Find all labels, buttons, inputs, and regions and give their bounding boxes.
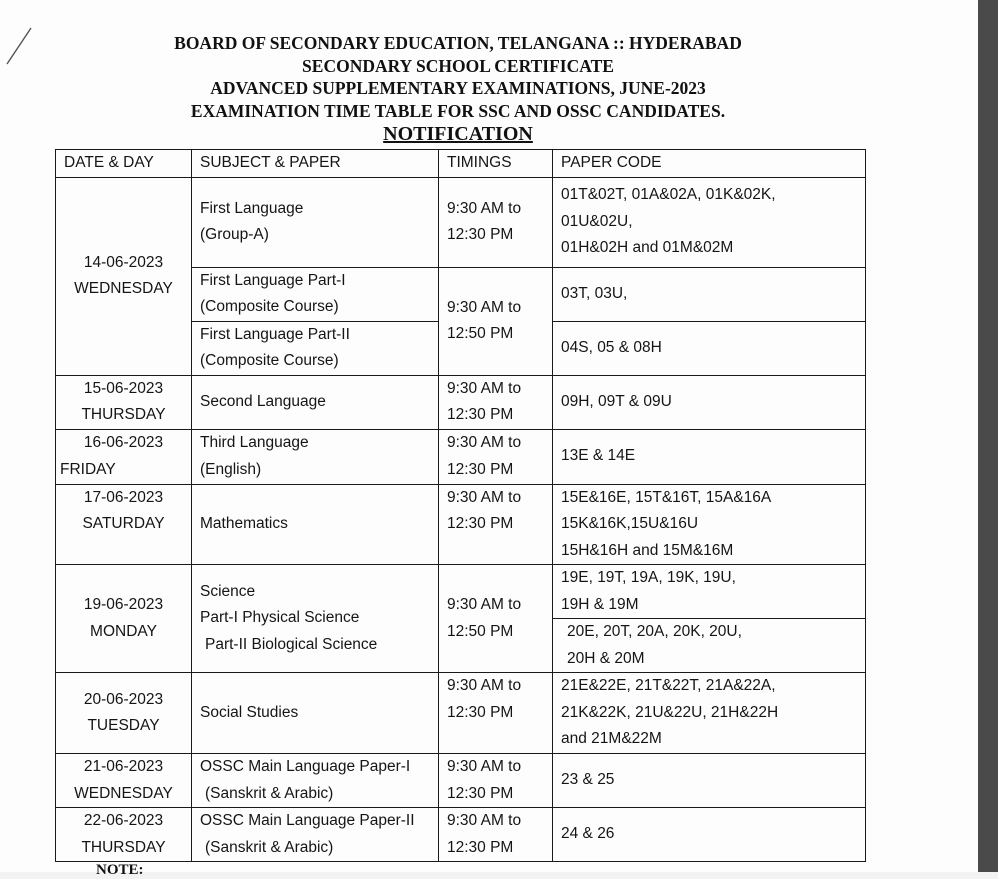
day: WEDNESDAY xyxy=(74,784,173,802)
subject-line: First Language Part-II xyxy=(200,325,350,343)
day: THURSDAY xyxy=(81,838,166,856)
paper-code-cell xyxy=(553,177,866,267)
paper-code-line: 19H & 19M xyxy=(561,595,639,613)
subject-line: (Composite Course) xyxy=(200,352,339,369)
subject-cell xyxy=(192,429,439,484)
table-row xyxy=(56,754,866,808)
day: FRIDAY xyxy=(60,460,116,478)
date-cell xyxy=(56,808,192,862)
day: THURSDAY xyxy=(81,406,166,423)
timing-line: 9:30 AM to xyxy=(447,488,522,506)
subject-line: (Group-A) xyxy=(200,226,269,243)
paper-code-cell xyxy=(553,673,866,754)
date-cell xyxy=(56,673,192,754)
timing-cell xyxy=(439,754,553,808)
subject-line: (English) xyxy=(200,460,262,478)
timing-line: 9:30 AM to xyxy=(447,434,522,451)
paper-code-line: 20H & 20M xyxy=(567,649,645,667)
timing-line: 9:30 AM to xyxy=(447,758,522,775)
table-row xyxy=(56,375,866,429)
document-header xyxy=(0,32,916,146)
column-header: DATE & DAY xyxy=(56,150,192,178)
subject-line: (Sanskrit & Arabic) xyxy=(205,784,334,802)
paper-code-cell xyxy=(553,484,866,565)
subject-cell xyxy=(192,267,439,321)
paper-code-line: 19E, 19T, 19A, 19K, 19U, xyxy=(561,569,736,586)
paper-code-line: 21E&22E, 21T&22T, 21A&22A, xyxy=(561,677,776,695)
date: 17-06-2023 xyxy=(83,488,164,506)
table-row xyxy=(56,565,866,619)
subject-cell xyxy=(192,177,439,267)
paper-code-cell: 13E & 14E xyxy=(553,429,866,484)
date-cell xyxy=(56,565,192,673)
timing-cell xyxy=(439,673,553,754)
date: 15-06-2023 xyxy=(83,379,164,397)
column-header: SUBJECT & PAPER xyxy=(192,150,439,178)
date: 16-06-2023 xyxy=(83,434,164,451)
timing-line: 12:30 PM xyxy=(447,784,514,802)
timing-line: 12:30 PM xyxy=(447,460,514,478)
paper-code-cell xyxy=(553,619,866,673)
paper-code-line: 15K&16K,15U&16U xyxy=(561,515,699,532)
subject-line: Part-I Physical Science xyxy=(200,609,360,627)
date: 22-06-2023 xyxy=(83,812,164,829)
timing-cell xyxy=(439,375,553,429)
subject-cell xyxy=(192,808,439,862)
paper-code-cell: 23 & 25 xyxy=(553,754,866,808)
timing-line: 9:30 AM to xyxy=(447,677,522,694)
timing-line: 9:30 AM to xyxy=(447,379,522,397)
date: 14-06-2023 xyxy=(83,253,164,271)
timing-line: 12:30 PM xyxy=(447,703,514,721)
date: 20-06-2023 xyxy=(83,690,164,708)
subject-line: Science xyxy=(200,582,256,600)
table-row xyxy=(56,484,866,565)
timing-line: 12:30 PM xyxy=(447,515,514,532)
paper-code-line: 01U&02U, xyxy=(561,212,633,230)
timing-cell xyxy=(439,808,553,862)
day: WEDNESDAY xyxy=(74,280,173,297)
paper-code-line: 15E&16E, 15T&16T, 15A&16A xyxy=(561,488,772,506)
paper-code-cell: 09H, 09T & 09U xyxy=(553,375,866,429)
timing-cell xyxy=(439,177,553,267)
paper-code-line: 01T&02T, 01A&02A, 01K&02K, xyxy=(561,186,776,204)
timing-cell xyxy=(439,484,553,565)
column-header: TIMINGS xyxy=(439,150,553,178)
subject-cell: Social Studies xyxy=(192,673,439,754)
timing-line: 12:30 PM xyxy=(447,406,514,423)
subject-line: First Language Part-I xyxy=(200,271,346,289)
paper-code-line: and 21M&22M xyxy=(561,730,662,748)
table-row xyxy=(56,673,866,754)
date: 21-06-2023 xyxy=(83,758,164,775)
header-exam: ADVANCED SUPPLEMENTARY EXAMINATIONS, JUNE-2023 xyxy=(210,78,706,98)
date: 19-06-2023 xyxy=(83,596,164,613)
column-header: PAPER CODE xyxy=(553,150,866,178)
timing-line: 9:30 AM to xyxy=(447,298,522,316)
timing-line: 9:30 AM to xyxy=(447,199,522,217)
header-certificate: SECONDARY SCHOOL CERTIFICATE xyxy=(302,55,614,76)
header-timetable: EXAMINATION TIME TABLE FOR SSC AND OSSC CANDIDATES. xyxy=(190,100,726,121)
date-cell xyxy=(56,429,192,484)
subject-line: Part-II Biological Science xyxy=(205,635,378,653)
note-label: NOTE: xyxy=(96,862,144,878)
subject-cell xyxy=(192,565,439,673)
paper-code-line: 01H&02H and 01M&02M xyxy=(561,239,734,257)
day: SATURDAY xyxy=(82,515,165,532)
paper-code-cell xyxy=(553,565,866,619)
paper-code-cell: 24 & 26 xyxy=(553,808,866,862)
subject-line: Third Language xyxy=(200,434,309,451)
paper-code-line: 15H&16H and 15M&16M xyxy=(561,541,734,559)
date-cell xyxy=(56,754,192,808)
header-board: BOARD OF SECONDARY EDUCATION, TELANGANA :: HYDERABAD xyxy=(174,33,742,53)
timing-cell xyxy=(439,429,553,484)
day: TUESDAY xyxy=(87,717,160,734)
timing-line: 12:50 PM xyxy=(447,325,514,342)
timing-line: 12:50 PM xyxy=(447,622,514,640)
timetable xyxy=(55,149,866,862)
timing-line: 9:30 AM to xyxy=(447,596,522,613)
subject-line: OSSC Main Language Paper-II xyxy=(200,812,415,829)
subject-cell: Second Language xyxy=(192,375,439,429)
subject-line: (Composite Course) xyxy=(200,298,339,315)
scan-edge xyxy=(978,0,998,872)
timing-cell xyxy=(439,565,553,673)
table-row xyxy=(56,177,866,267)
subject-line: OSSC Main Language Paper-I xyxy=(200,758,411,775)
table-row xyxy=(56,429,866,484)
paper-code-line: 21K&22K, 21U&22U, 21H&22H xyxy=(561,703,779,721)
paper-code-cell: 04S, 05 & 08H xyxy=(553,321,866,375)
notification-title: NOTIFICATION xyxy=(383,123,533,145)
subject-cell xyxy=(192,754,439,808)
timing-cell xyxy=(439,267,553,375)
subject-cell xyxy=(192,321,439,375)
paper-code-cell: 03T, 03U, xyxy=(553,267,866,321)
timing-line: 12:30 PM xyxy=(447,226,514,243)
timing-line: 9:30 AM to xyxy=(447,812,522,829)
subject-line: (Sanskrit & Arabic) xyxy=(205,838,334,856)
day: MONDAY xyxy=(90,622,157,640)
paper-code-line: 20E, 20T, 20A, 20K, 20U, xyxy=(567,623,742,640)
table-header-row xyxy=(56,150,866,178)
date-cell xyxy=(56,375,192,429)
table-row xyxy=(56,808,866,862)
date-cell xyxy=(56,177,192,375)
subject-line: First Language xyxy=(200,199,304,217)
date-cell xyxy=(56,484,192,565)
subject-cell: Mathematics xyxy=(192,484,439,565)
timing-line: 12:30 PM xyxy=(447,838,514,856)
